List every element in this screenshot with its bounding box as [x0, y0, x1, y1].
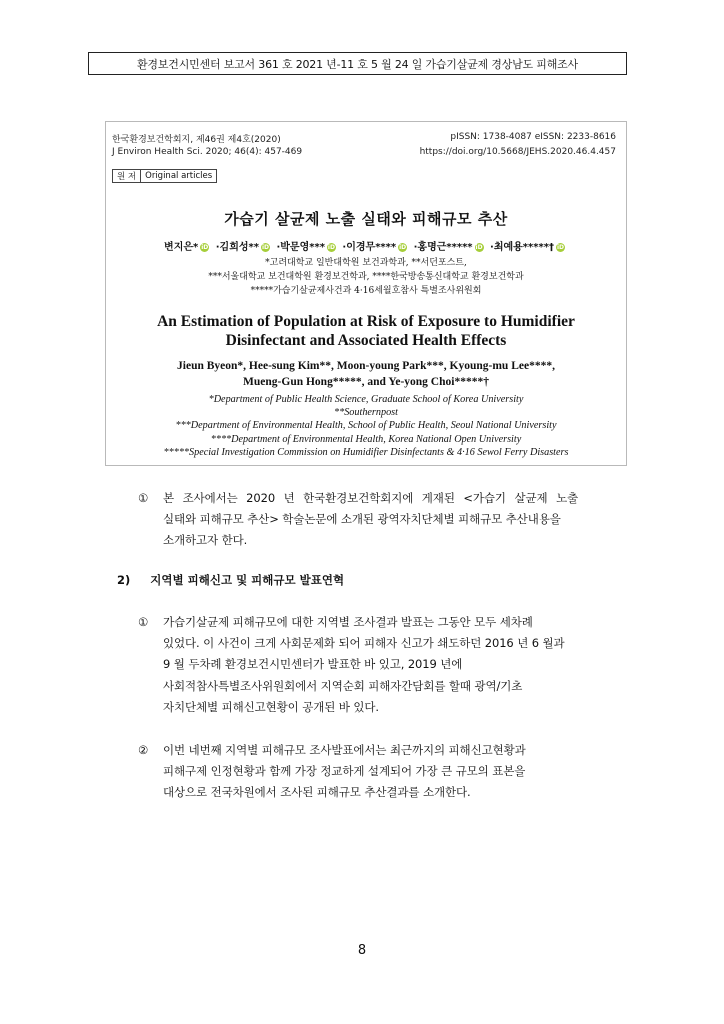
- affiliations-en: [106, 393, 626, 459]
- orcid-icon: iD: [201, 243, 209, 251]
- affiliation-ko: *고려대학교 일반대학원 보건과학과, **서던포스트,: [265, 258, 467, 268]
- article-title-ko: 가습기 살균제 노출 실태와 피해규모 추산: [224, 210, 508, 228]
- authors-ko: [106, 238, 626, 253]
- orcid-icon: iD: [475, 243, 483, 251]
- journal-citation: J Environ Health Sci. 2020; 46(4): 457-469: [112, 147, 303, 157]
- article-title-page-image: [105, 121, 627, 466]
- affiliation-en: *Department of Public Health Science, Graduate School of Korea University: [208, 394, 524, 405]
- journal-name-ko: 한국환경보건학회지, 제46권 제4호(2020): [112, 135, 281, 145]
- author-ko: ·박문영***: [276, 242, 325, 253]
- article-title-en-line: Disinfectant and Associated Health Effects: [225, 332, 507, 349]
- orcid-icon: iD: [399, 243, 407, 251]
- page-number: 8: [357, 943, 367, 958]
- author-ko: 변지은*: [164, 242, 199, 253]
- item1-bullet: ①: [138, 615, 149, 629]
- item2-line: 피해구제 인정현황과 함께 가장 정교하게 설계되어 가장 큰 규모의 표본을: [163, 764, 526, 779]
- item1-line: 9 월 두차례 환경보건시민센터가 발표한 바 있고, 2019 년에: [163, 657, 463, 672]
- item2-line: 대상으로 전국차원에서 조사된 피해규모 추산결과를 소개한다.: [163, 785, 471, 800]
- orcid-icon: iD: [261, 243, 269, 251]
- affiliation-en: **Southernpost: [334, 407, 398, 419]
- item1-line: 자치단체별 피해신고현황이 공개된 바 있다.: [163, 699, 379, 714]
- author-ko: ·김희성**: [215, 242, 259, 253]
- item2-bullet: ②: [138, 743, 149, 757]
- authors-en-line: Mueng-Gun Hong*****, and Ye-yong Choi*****†: [243, 376, 489, 388]
- affiliation-en: ****Department of Environmental Health, Korea National Open University: [210, 433, 522, 445]
- section-heading: [117, 572, 344, 588]
- article-doi: https://doi.org/10.5668/JEHS.2020.46.4.457: [419, 147, 616, 157]
- orcid-icon: iD: [327, 243, 335, 251]
- section-number: 2): [117, 573, 131, 587]
- report-header: [88, 52, 627, 75]
- article-type-ko: 원 저: [117, 172, 137, 182]
- item1-line: 있었다. 이 사건이 크게 사회문제화 되어 피해자 신고가 쇄도하던 2016 년 6 월과: [163, 636, 565, 651]
- affiliation-ko: *****가습기살균제사건과 4·16세월호참사 특별조사위원회: [250, 286, 482, 296]
- journal-issn: pISSN: 1738-4087 eISSN: 2233-8616: [450, 132, 616, 142]
- report-header-text: 환경보건시민센터 보고서 361 호 2021 년-11 호 5 월 24 일 가습기살균제 경상남도 피해조사: [137, 57, 578, 71]
- authors-en: [106, 358, 626, 390]
- affiliation-ko: ***서울대학교 보건대학원 환경보건학과, ****한국방송통신대학교 환경보건학과: [208, 272, 524, 282]
- intro-line: 소개하고자 한다.: [163, 533, 248, 548]
- item1-line: 사회적참사특별조사위원회에서 지역순회 피해자간담회를 할때 광역/기초: [163, 678, 523, 693]
- article-type-tag: [112, 169, 217, 183]
- item2-line: 이번 네번째 지역별 피해규모 조사발표에서는 최근까지의 피해신고현황과: [163, 743, 526, 757]
- affiliation-en: *****Special Investigation Commission on Humidifier Disinfectants & 4·16 Sewol Ferry Disasters: [163, 446, 569, 458]
- intro-line: 실태와 피해규모 추산> 학술논문에 소개된 광역자치단체별 피해규모 추산내용을: [163, 512, 561, 527]
- section-title: 지역별 피해신고 및 피해규모 발표연혁: [150, 573, 345, 587]
- author-ko: ·최예용*****†: [490, 242, 554, 253]
- author-ko: ·이경무****: [342, 242, 397, 253]
- orcid-icon: iD: [556, 243, 564, 251]
- intro-line: 본 조사에서는 2020 년 한국환경보건학회지에 게재된 <가습기 살균제 노출: [163, 491, 579, 505]
- author-ko: ·홍명근*****: [413, 242, 473, 253]
- affiliation-en: ***Department of Environmental Health, School of Public Health, Seoul National University: [175, 420, 557, 432]
- intro-bullet: ①: [138, 491, 149, 505]
- item1-line: 가습기살균제 피해규모에 대한 지역별 조사결과 발표는 그동안 모두 세차례: [163, 615, 533, 629]
- article-title-en: [106, 312, 626, 350]
- article-title-en-line: An Estimation of Population at Risk of Exposure to Humidifier: [157, 313, 575, 330]
- article-type-en: Original articles: [140, 170, 216, 182]
- authors-en-line: Jieun Byeon*, Hee-sung Kim**, Moon-young Park***, Kyoung-mu Lee****,: [177, 360, 555, 372]
